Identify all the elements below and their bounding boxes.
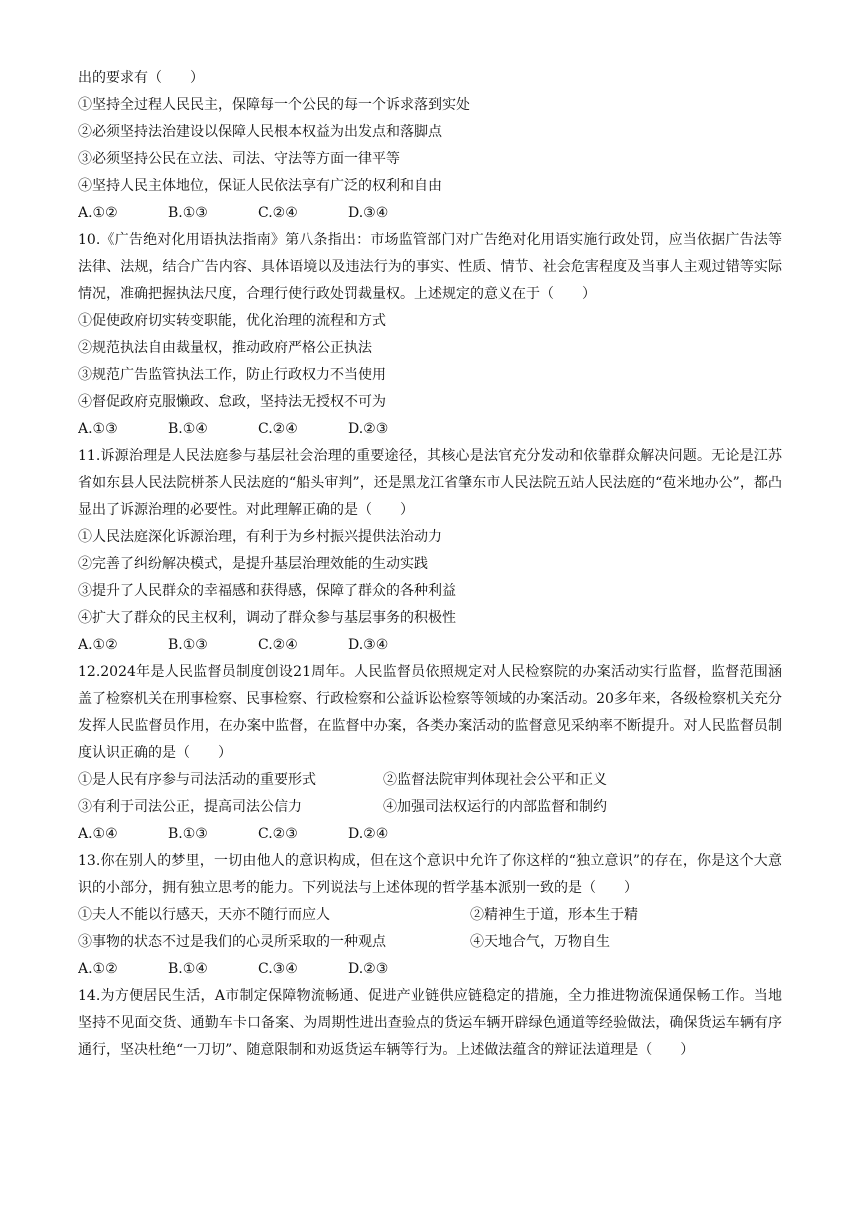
choice-d: D.②④	[348, 826, 389, 842]
question-10	[78, 227, 782, 443]
option-item: ④扩大了群众的民主权利，调动了群众参与基层事务的积极性	[78, 610, 456, 626]
option-item: ②完善了纠纷解决模式，是提升基层治理效能的生动实践	[78, 556, 428, 572]
choice-c: C.②④	[258, 421, 298, 437]
choice-b: B.①④	[168, 421, 208, 437]
choice-a: A.①③	[78, 421, 118, 437]
choice-d: D.③④	[348, 637, 389, 653]
question-stem: 10.《广告绝对化用语执法指南》第八条指出：市场监管部门对广告绝对化用语实施行政处罚，应当依据广告法等法律、法规，结合广告内容、具体语境以及违法行为的事实、性质、情节、社会危害程度及当事人主观过错等实际情况，准确把握执法尺度，合理行使行政处罚裁量权。上述规定的意义在于（ ）	[78, 232, 782, 302]
question-12	[78, 659, 782, 848]
option-item: ④天地合气，万物自生	[470, 934, 610, 950]
option-item: ②必须坚持法治建设以保障人民根本权益为出发点和落脚点	[78, 124, 442, 140]
choice-c: C.②④	[258, 637, 298, 653]
choice-a: A.①②	[78, 637, 118, 653]
answer-choices	[78, 632, 782, 659]
answer-choices	[78, 416, 782, 443]
choice-d: D.③④	[348, 205, 389, 221]
choice-c: C.②④	[258, 205, 298, 221]
option-item: ②监督法院审判体现社会公平和正义	[383, 772, 607, 788]
option-row	[78, 929, 782, 956]
option-item: ③规范广告监管执法工作，防止行政权力不当使用	[78, 367, 386, 383]
option-item: ④督促政府克服懒政、怠政，坚持法无授权不可为	[78, 394, 386, 410]
option-item: ④加强司法权运行的内部监督和制约	[383, 799, 607, 815]
question-14	[78, 983, 782, 1064]
option-item: ③有利于司法公正，提高司法公信力	[78, 799, 302, 815]
question-11	[78, 443, 782, 659]
option-item: ③事物的状态不过是我们的心灵所采取的一种观点	[78, 934, 386, 950]
answer-choices	[78, 200, 782, 227]
choice-b: B.①③	[168, 826, 208, 842]
option-item: ③必须坚持公民在立法、司法、守法等方面一律平等	[78, 151, 400, 167]
choice-d: D.②③	[348, 961, 389, 977]
question-13	[78, 848, 782, 983]
option-item: ①夫人不能以行感天，天亦不随行而应人	[78, 907, 330, 923]
choice-b: B.①④	[168, 961, 208, 977]
option-item: ②规范执法自由裁量权，推动政府严格公正执法	[78, 340, 372, 356]
answer-choices	[78, 821, 782, 848]
option-item: ①是人民有序参与司法活动的重要形式	[78, 772, 316, 788]
question-stem: 13.你在别人的梦里，一切由他人的意识构成，但在这个意识中允许了你这样的“独立意识”的存在，你是这个大意识的小部分，拥有独立思考的能力。下列说法与上述体现的哲学基本派别一致的是（ ）	[78, 853, 782, 896]
question-stem: 12.2024年是人民监督员制度创设21周年。人民监督员依照规定对人民检察院的办案活动实行监督，监督范围涵盖了检察机关在刑事检察、民事检察、行政检察和公益诉讼检察等领域的办案活动。20多年来，各级检察机关充分发挥人民监督员作用，在办案中监督，在监督中办案，各类办案活动的监督意见采纳率不断提升。对人民监督员制度认识正确的是（ ）	[78, 664, 782, 761]
option-item: ①人民法庭深化诉源治理，有利于为乡村振兴提供法治动力	[78, 529, 442, 545]
option-item: ①促使政府切实转变职能，优化治理的流程和方式	[78, 313, 386, 329]
option-row	[78, 767, 782, 794]
choice-c: C.③④	[258, 961, 298, 977]
option-item: ②精神生于道，形本生于精	[470, 907, 638, 923]
option-row	[78, 794, 782, 821]
answer-choices	[78, 956, 782, 983]
choice-a: A.①②	[78, 205, 118, 221]
question-9	[78, 65, 782, 227]
option-item: ①坚持全过程人民民主，保障每一个公民的每一个诉求落到实处	[78, 97, 470, 113]
question-stem: 出的要求有（ ）	[78, 70, 204, 86]
option-item: ④坚持人民主体地位，保证人民依法享有广泛的权利和自由	[78, 178, 442, 194]
choice-b: B.①③	[168, 637, 208, 653]
choice-a: A.①②	[78, 961, 118, 977]
choice-b: B.①③	[168, 205, 208, 221]
option-row	[78, 902, 782, 929]
question-stem: 14.为方便居民生活，A市制定保障物流畅通、促进产业链供应链稳定的措施，全力推进物流保通保畅工作。当地坚持不见面交货、通勤车卡口备案、为周期性进出查验点的货运车辆开辟绿色通道等经验做法，确保货运车辆有序通行，坚决杜绝“一刀切”、随意限制和劝返货运车辆等行为。上述做法蕴含的辩证法道理是（ ）	[78, 988, 782, 1058]
option-item: ③提升了人民群众的幸福感和获得感，保障了群众的各种利益	[78, 583, 456, 599]
choice-a: A.①④	[78, 826, 118, 842]
question-stem: 11.诉源治理是人民法庭参与基层社会治理的重要途径，其核心是法官充分发动和依靠群众解决问题。无论是江苏省如东县人民法院栟茶人民法庭的“船头审判”，还是黑龙江省肇东市人民法院五站人民法庭的“苞米地办公”，都凸显出了诉源治理的必要性。对此理解正确的是（ ）	[78, 448, 782, 518]
choice-d: D.②③	[348, 421, 389, 437]
choice-c: C.②③	[258, 826, 298, 842]
